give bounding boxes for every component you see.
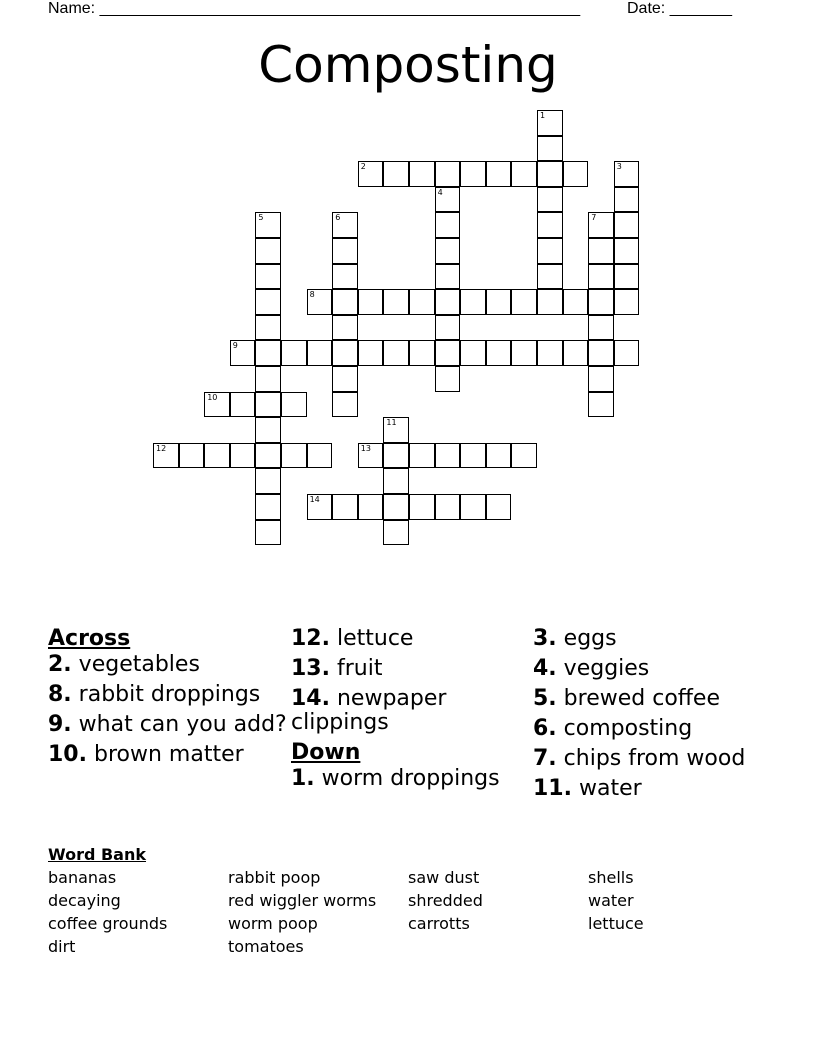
grid-cell[interactable]: [435, 212, 461, 238]
clue-item: [48, 683, 288, 707]
grid-cell[interactable]: [409, 443, 435, 469]
clue-number: 8.: [48, 682, 72, 707]
clue-number: 7.: [533, 746, 557, 771]
date-field-label: Date: _______: [627, 0, 732, 17]
cell-number: 6: [335, 213, 341, 223]
grid-cell[interactable]: [563, 340, 589, 366]
word-bank-title: Word Bank: [48, 845, 147, 864]
grid-cell[interactable]: [435, 187, 461, 213]
grid-cell[interactable]: [230, 392, 256, 418]
grid-cell[interactable]: [383, 417, 409, 443]
grid-cell[interactable]: [614, 289, 640, 315]
word-bank-item: saw dust: [408, 868, 480, 887]
grid-cell[interactable]: [588, 212, 614, 238]
clue-text: fruit: [336, 656, 383, 681]
grid-cell[interactable]: [204, 392, 230, 418]
clue-text: brown matter: [93, 742, 244, 767]
cell-number: 7: [591, 213, 597, 223]
grid-cell[interactable]: [255, 264, 281, 290]
grid-cell[interactable]: [511, 289, 537, 315]
grid-cell[interactable]: [179, 443, 205, 469]
grid-cell[interactable]: [435, 366, 461, 392]
clue-text: worm droppings: [321, 766, 500, 791]
grid-cell[interactable]: [511, 443, 537, 469]
grid-cell[interactable]: [204, 443, 230, 469]
grid-cell[interactable]: [460, 443, 486, 469]
grid-cell[interactable]: [435, 340, 461, 366]
grid-cell[interactable]: [255, 443, 281, 469]
clue-number: 4.: [533, 656, 557, 681]
grid-cell[interactable]: [435, 494, 461, 520]
grid-cell[interactable]: [588, 264, 614, 290]
grid-cell[interactable]: [255, 366, 281, 392]
grid-cell[interactable]: [460, 161, 486, 187]
word-bank-column-2: [228, 866, 408, 958]
word-bank-item: worm poop: [228, 914, 318, 933]
cell-number: 1: [540, 111, 546, 120]
cell-number: 8: [309, 290, 315, 300]
clue-number: 1.: [291, 766, 315, 791]
clue-number: 13.: [291, 656, 330, 681]
clue-number: 6.: [533, 716, 557, 741]
grid-cell[interactable]: [614, 264, 640, 290]
clue-item: [291, 657, 531, 681]
clue-column-2: [291, 627, 531, 797]
word-bank-item: coffee grounds: [48, 914, 168, 933]
grid-cell[interactable]: [511, 161, 537, 187]
grid-cell[interactable]: [435, 289, 461, 315]
grid-cell[interactable]: [281, 340, 307, 366]
grid-cell[interactable]: [460, 340, 486, 366]
clue-number: 11.: [533, 776, 572, 801]
grid-cell[interactable]: [588, 340, 614, 366]
word-bank-item: rabbit poop: [228, 868, 321, 887]
word-bank-item: dirt: [48, 937, 76, 956]
clue-item: [533, 657, 773, 681]
grid-cell[interactable]: [255, 392, 281, 418]
cell-number: 11: [386, 418, 397, 428]
clue-number: 3.: [533, 626, 557, 651]
clue-text: vegetables: [78, 652, 200, 677]
grid-cell[interactable]: [460, 289, 486, 315]
cell-number: 4: [437, 187, 443, 197]
cell-number: 13: [360, 443, 371, 453]
grid-cell[interactable]: [255, 520, 281, 546]
cell-number: 2: [360, 162, 366, 172]
grid-cell[interactable]: [588, 289, 614, 315]
grid-cell[interactable]: [255, 417, 281, 443]
clue-number: 10.: [48, 742, 87, 767]
grid-cell[interactable]: [332, 315, 358, 341]
clue-item: [533, 627, 773, 651]
grid-cell[interactable]: [255, 212, 281, 238]
word-bank-item: tomatoes: [228, 937, 304, 956]
grid-cell[interactable]: [307, 289, 333, 315]
grid-cell[interactable]: [281, 392, 307, 418]
grid-cell[interactable]: [537, 136, 563, 162]
grid-cell[interactable]: [435, 238, 461, 264]
word-bank-item: decaying: [48, 891, 121, 910]
cell-number: 5: [258, 213, 264, 223]
grid-cell[interactable]: [486, 494, 512, 520]
word-bank-item: bananas: [48, 868, 117, 887]
grid-cell[interactable]: [614, 187, 640, 213]
grid-cell[interactable]: [332, 366, 358, 392]
cell-number: 12: [156, 443, 167, 453]
grid-cell[interactable]: [614, 340, 640, 366]
clue-item: [48, 743, 288, 767]
clue-item: [533, 687, 773, 711]
grid-cell[interactable]: [383, 520, 409, 546]
word-bank-item: water: [588, 891, 634, 910]
clue-text: lettuce: [336, 626, 414, 651]
grid-cell[interactable]: [255, 494, 281, 520]
grid-cell[interactable]: [614, 212, 640, 238]
grid-cell[interactable]: [307, 494, 333, 520]
clue-text: newpaper clippings: [291, 686, 447, 735]
grid-cell[interactable]: [358, 443, 384, 469]
clue-text: eggs: [563, 626, 617, 651]
grid-cell[interactable]: [255, 468, 281, 494]
clue-heading-down: Down: [291, 740, 361, 765]
clue-text: rabbit droppings: [78, 682, 261, 707]
grid-cell[interactable]: [383, 443, 409, 469]
clue-number: 2.: [48, 652, 72, 677]
clue-item: [48, 653, 288, 677]
grid-cell[interactable]: [511, 340, 537, 366]
clue-text: what can you add?: [78, 712, 287, 737]
grid-cell[interactable]: [255, 315, 281, 341]
clue-item: [533, 747, 773, 771]
clue-item: [291, 687, 531, 735]
clue-number: 12.: [291, 626, 330, 651]
grid-cell[interactable]: [358, 161, 384, 187]
grid-cell[interactable]: [230, 443, 256, 469]
clue-number: 5.: [533, 686, 557, 711]
grid-cell[interactable]: [358, 289, 384, 315]
grid-cell[interactable]: [358, 340, 384, 366]
clue-number: 14.: [291, 686, 330, 711]
clue-text: brewed coffee: [563, 686, 721, 711]
word-bank-column-1: [48, 866, 228, 958]
clue-text: water: [578, 776, 642, 801]
cell-number: 3: [616, 162, 622, 172]
grid-cell[interactable]: [307, 340, 333, 366]
grid-cell[interactable]: [307, 443, 333, 469]
word-bank-item: red wiggler worms: [228, 891, 377, 910]
grid-cell[interactable]: [409, 161, 435, 187]
grid-cell[interactable]: [383, 340, 409, 366]
clue-text: composting: [563, 716, 693, 741]
clue-column-3: [533, 627, 773, 807]
grid-cell[interactable]: [332, 238, 358, 264]
word-bank-column-4: [588, 866, 768, 935]
grid-cell[interactable]: [153, 443, 179, 469]
clue-item: [291, 767, 531, 791]
grid-cell[interactable]: [383, 494, 409, 520]
grid-cell[interactable]: [563, 161, 589, 187]
grid-cell[interactable]: [588, 392, 614, 418]
clue-item: [48, 713, 288, 737]
grid-cell[interactable]: [486, 443, 512, 469]
word-bank-item: shells: [588, 868, 634, 887]
grid-cell[interactable]: [332, 494, 358, 520]
grid-cell[interactable]: [435, 264, 461, 290]
cell-number: 14: [309, 495, 320, 504]
clue-text: veggies: [563, 656, 650, 681]
grid-cell[interactable]: [332, 392, 358, 418]
name-field-label: Name: ______________________________________________________: [48, 0, 581, 17]
grid-cell[interactable]: [537, 264, 563, 290]
grid-cell[interactable]: [537, 110, 563, 136]
grid-cell[interactable]: [255, 340, 281, 366]
grid-cell[interactable]: [332, 340, 358, 366]
grid-cell[interactable]: [332, 264, 358, 290]
grid-cell[interactable]: [409, 494, 435, 520]
clue-item: [533, 717, 773, 741]
puzzle-title: Composting: [258, 36, 558, 94]
grid-cell[interactable]: [383, 289, 409, 315]
grid-cell[interactable]: [435, 443, 461, 469]
clue-text: chips from wood: [563, 746, 746, 771]
grid-cell[interactable]: [537, 289, 563, 315]
grid-cell[interactable]: [409, 289, 435, 315]
grid-cell[interactable]: [614, 161, 640, 187]
cell-number: 10: [207, 392, 218, 402]
grid-cell[interactable]: [537, 340, 563, 366]
grid-cell[interactable]: [537, 161, 563, 187]
grid-cell[interactable]: [460, 494, 486, 520]
word-bank-column-3: [408, 866, 588, 935]
grid-cell[interactable]: [588, 366, 614, 392]
cell-number: 9: [232, 341, 238, 351]
grid-cell[interactable]: [281, 443, 307, 469]
clue-heading-across: Across: [48, 626, 131, 651]
grid-cell[interactable]: [537, 187, 563, 213]
grid-cell[interactable]: [255, 238, 281, 264]
grid-cell[interactable]: [563, 289, 589, 315]
grid-cell[interactable]: [383, 161, 409, 187]
grid-cell[interactable]: [537, 238, 563, 264]
word-bank-item: carrotts: [408, 914, 470, 933]
grid-cell[interactable]: [486, 161, 512, 187]
word-bank-item: shredded: [408, 891, 483, 910]
grid-cell[interactable]: [230, 340, 256, 366]
grid-cell[interactable]: [332, 212, 358, 238]
grid-cell[interactable]: [486, 289, 512, 315]
clue-item: [533, 777, 773, 801]
grid-cell[interactable]: [588, 315, 614, 341]
grid-cell[interactable]: [435, 315, 461, 341]
grid-cell[interactable]: [358, 494, 384, 520]
grid-cell[interactable]: [332, 289, 358, 315]
word-bank-item: lettuce: [588, 914, 644, 933]
grid-cell[interactable]: [255, 289, 281, 315]
grid-cell[interactable]: [383, 468, 409, 494]
clue-column-1: [48, 627, 288, 773]
grid-cell[interactable]: [486, 340, 512, 366]
grid-cell[interactable]: [435, 161, 461, 187]
grid-cell[interactable]: [588, 238, 614, 264]
clue-number: 9.: [48, 712, 72, 737]
clue-item: [291, 627, 531, 651]
grid-cell[interactable]: [409, 340, 435, 366]
grid-cell[interactable]: [537, 212, 563, 238]
grid-cell[interactable]: [614, 238, 640, 264]
